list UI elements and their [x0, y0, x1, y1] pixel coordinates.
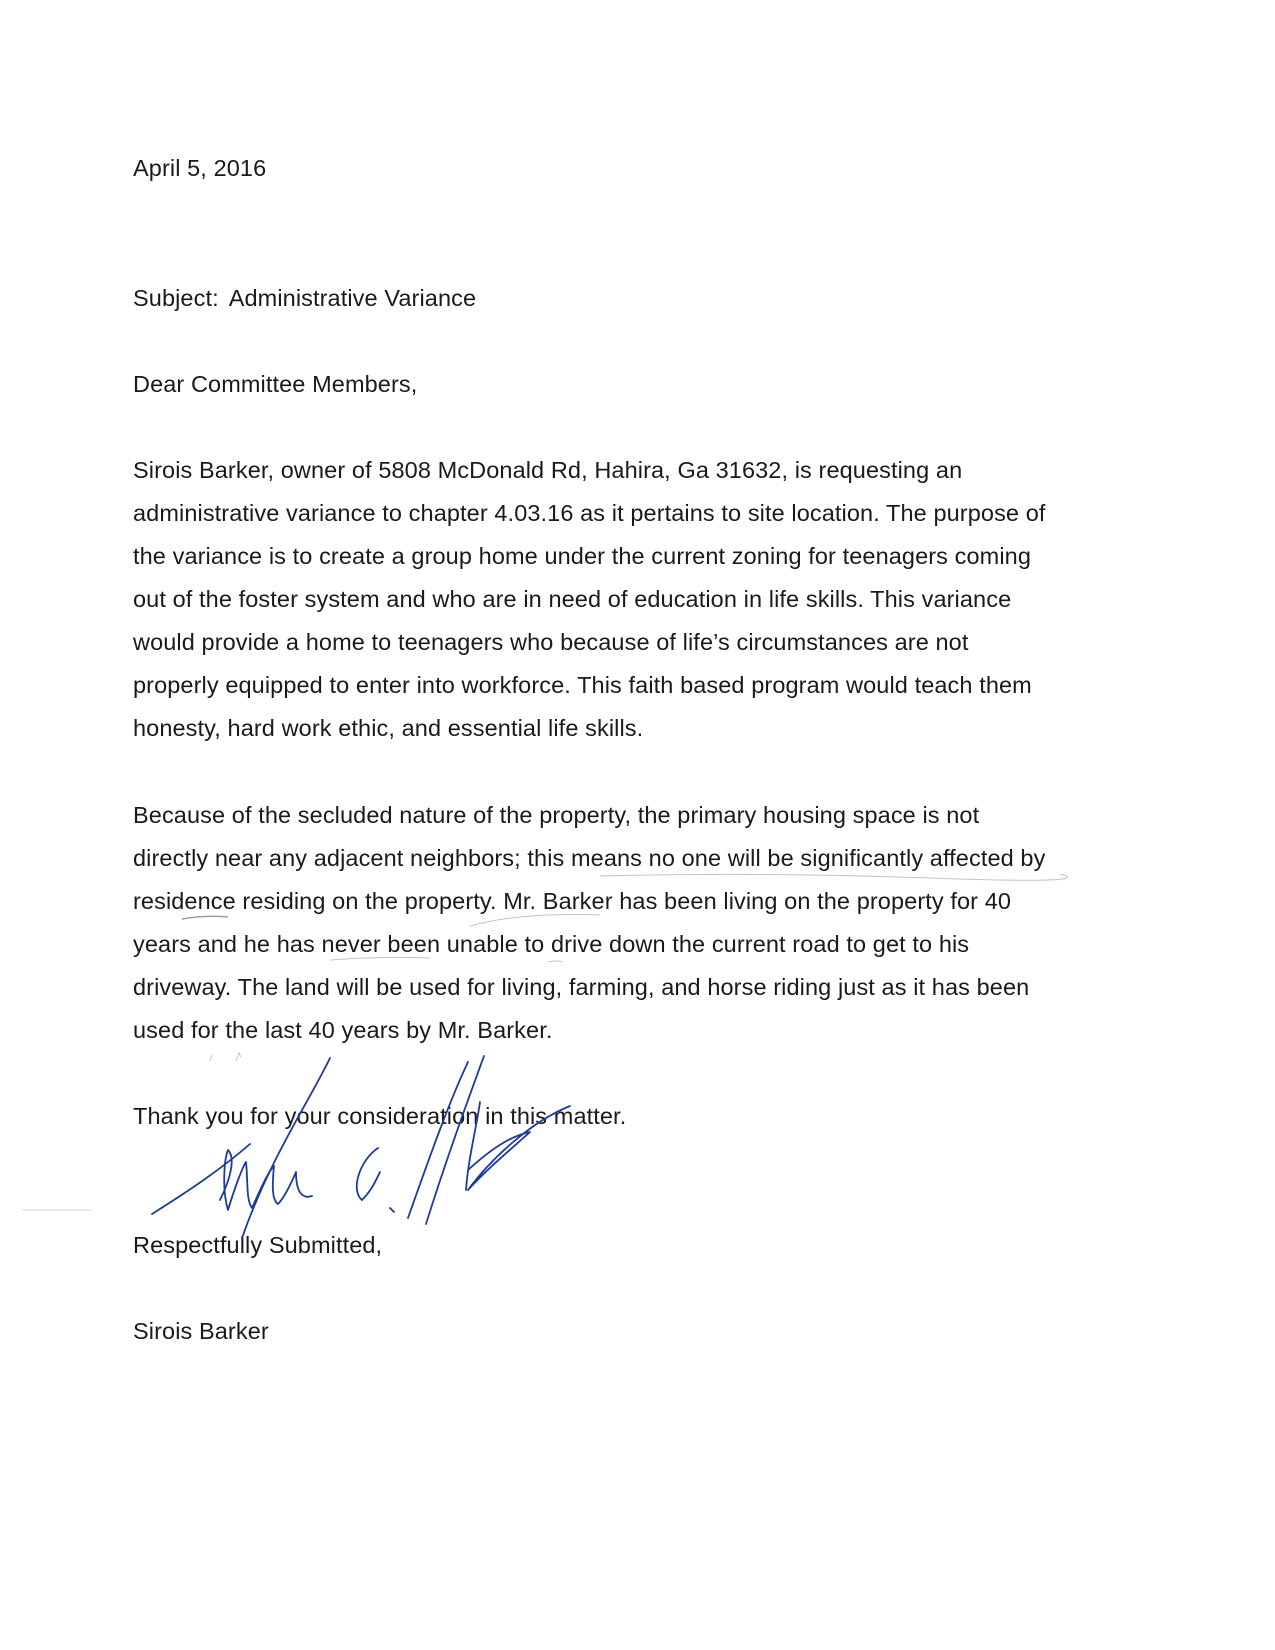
paragraph-line: Sirois Barker, owner of 5808 McDonald Rd, Hahira, Ga 31632, is requesting an	[133, 457, 963, 483]
pen-mark	[210, 1053, 241, 1061]
paragraph-line: directly near any adjacent neighbors; this means no one will be significantly affected by	[133, 845, 1046, 871]
paragraph-line: honesty, hard work ethic, and essential life skills.	[133, 715, 644, 741]
signer-name: Sirois Barker	[133, 1318, 269, 1344]
body-paragraph-2	[133, 794, 1045, 1052]
paragraph-line: administrative variance to chapter 4.03.16 as it pertains to site location. The purpose of	[133, 500, 1046, 526]
paragraph-line: out of the foster system and who are in need of education in life skills. This variance	[133, 586, 1012, 612]
paragraph-line: would provide a home to teenagers who because of life’s circumstances are not	[133, 629, 969, 655]
paragraph-line: residence residing on the property. Mr. Barker has been living on the property for 40	[133, 888, 1012, 914]
subject-line	[133, 277, 476, 320]
paragraph-line: years and he has never been unable to drive down the current road to get to his	[133, 931, 970, 957]
paragraph-line: Because of the secluded nature of the property, the primary housing space is not	[133, 802, 980, 828]
body-paragraph-1	[133, 449, 1046, 750]
paragraph-line: used for the last 40 years by Mr. Barker.	[133, 1017, 553, 1043]
handwritten-signature	[150, 1040, 600, 1240]
paragraph-line: properly equipped to enter into workforce. This faith based program would teach them	[133, 672, 1032, 698]
salutation: Dear Committee Members,	[133, 371, 418, 397]
thank-you-line: Thank you for your consideration in this matter.	[133, 1103, 627, 1129]
subject-value: Administrative Variance	[228, 285, 477, 311]
subject-label: Subject:	[133, 285, 219, 311]
paragraph-line: driveway. The land will be used for living, farming, and horse riding just as it has been	[133, 974, 1030, 1000]
paragraph-line: the variance is to create a group home under the current zoning for teenagers coming	[133, 543, 1032, 569]
letter-date: April 5, 2016	[133, 155, 267, 181]
closing-line: Respectfully Submitted,	[133, 1232, 383, 1258]
